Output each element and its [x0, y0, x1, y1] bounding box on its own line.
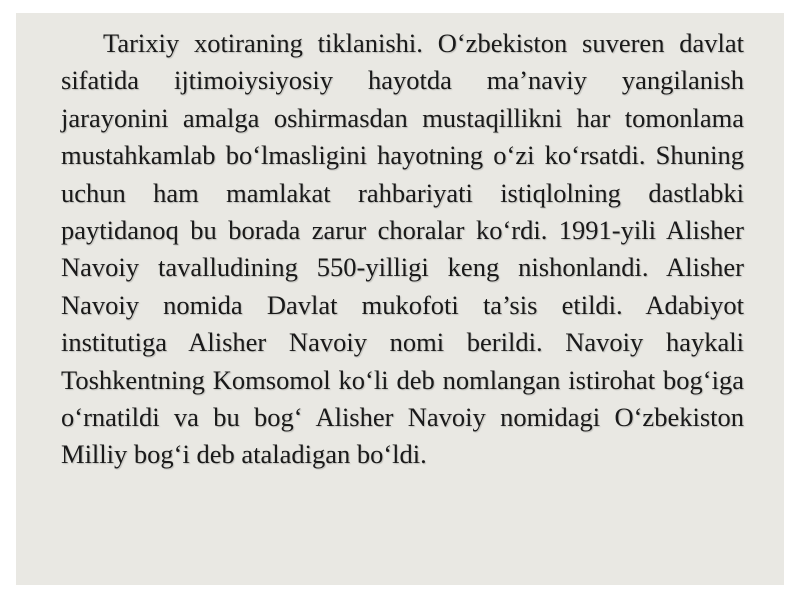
slide-body-text: Tarixiy xotiraning tiklanishi. O‘zbekiston suveren davlat sifatida ijtimoiysiyosiy hayotda ma’naviy yangilanish jarayonini amalga oshirmasdan mustaqillikni har tomonlama mustahkamlab bo‘lmasligini hayotning o‘zi ko‘rsatdi. Shuning uchun ham mamlakat rahbariyati istiqlolning dastlabki paytidanoq bu borada zarur choralar ko‘rdi. 1991-yili Alisher Navoiy tavalludining 550-yilligi keng nishonlandi. Alisher Navoiy nomida Davlat mukofoti ta’sis etildi. Adabiyot institutiga Alisher Navoiy nomi berildi. Navoiy haykali Toshkentning Komsomol ko‘li deb nomlangan istirohat bog‘iga o‘rnatildi va bu bog‘ Alisher Navoiy nomidagi O‘zbekiston Milliy bog‘i deb ataladigan bo‘ldi. [61, 28, 744, 470]
slide [16, 13, 784, 585]
